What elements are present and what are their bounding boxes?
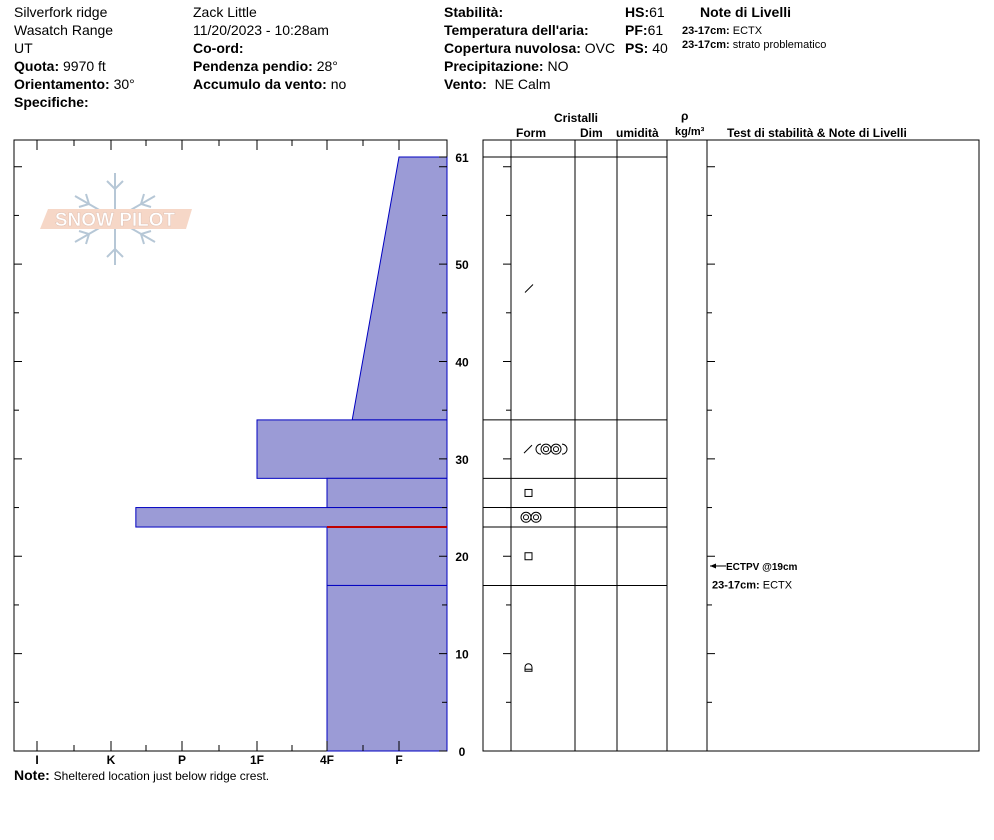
density-unit-header: kg/m³ [675,126,705,138]
datetime: 11/20/2023 - 10:28am [193,22,329,38]
size-header: Dim [580,126,603,140]
logo-text: SNOW PILOT [54,210,176,231]
elevation-label: Quota: [14,58,60,74]
height-label-20: 20 [455,550,469,565]
layer-note-2-text: strato problematico [732,39,827,51]
elevation-value: 9970 ft [63,58,106,74]
depth-hoar-icon [525,664,532,671]
hardness-layer-2 [327,478,447,507]
wind-loading-label: Accumulo da vento: [193,76,327,92]
wind-label: Vento: [444,76,487,92]
height-label-61: 61 [455,151,469,165]
hardness-layer-5 [327,585,447,751]
air-temp-label: Temperatura dell'aria: [444,22,589,38]
form-header: Form [516,126,546,140]
height-label-10: 10 [455,647,469,662]
hardness-layer-0 [352,157,447,420]
table-height-ticks [503,167,715,751]
layer-note-1-label: 23-17cm: [682,25,730,37]
hardness-label-K: K [106,753,116,767]
height-label-0: 0 [458,745,466,759]
note-label: Note: [14,767,50,783]
rho-header: ρ [681,109,689,123]
hardness-layer-3 [136,508,447,527]
ps-value: 40 [652,40,668,56]
ps-label: PS: [625,40,649,56]
rounds-inner-icon [554,447,559,452]
sky-value: OVC [584,40,616,56]
rounds-outer-icon [541,444,551,454]
paren-left-icon [536,444,541,454]
grain-form-5 [525,664,532,671]
layer-note-chart-0: 23-17cm: ECTX [712,579,793,592]
grain-form-0 [525,284,533,292]
aspect-value: 30° [113,76,135,92]
rounds-inner-icon [544,447,549,452]
precip-value: NO [547,58,569,74]
faceted-icon [525,553,532,560]
hardness-label-1F: 1F [249,753,265,767]
faceted-icon [525,489,532,496]
wind-loading-value: no [330,76,347,92]
stability-label: Stabilità: [444,4,504,20]
state-name: UT [14,40,33,56]
hs-label: HS: [625,4,650,20]
paren-right-icon [562,444,567,454]
specifics-label: Specifiche: [14,94,89,110]
hardness-label-P: P [177,753,187,767]
rounds-inner-icon [534,515,539,520]
location-name: Silverfork ridge [14,4,108,20]
rounds-outer-icon [521,512,531,522]
precip-label: Precipitazione: [444,58,544,74]
stability-test-0: ECTPV @19cm [726,561,798,573]
rounds-inner-icon [524,515,529,520]
footer-note [14,767,269,784]
grain-form-4 [525,553,532,560]
snowpilot-logo [40,173,192,265]
slope-value: 28° [316,58,338,74]
stability-tests [710,562,798,592]
hardness-label-F: F [395,753,403,767]
coords-label: Co-ord: [193,40,244,56]
hardness-label-4F: 4F [319,753,335,767]
grain-form-3 [521,512,541,522]
hardness-layer-1 [257,420,447,478]
slope-label: Pendenza pendio: [193,58,313,74]
sky-label: Copertura nuvolosa: [444,40,581,56]
grain-form-2 [525,489,532,496]
wind-value: NE Calm [494,76,551,92]
pf-value: 61 [647,22,664,38]
hardness-layer-4 [327,527,447,585]
crystals-header: Cristalli [554,111,599,125]
hs-value: 61 [649,4,665,20]
grain-form-1 [524,444,567,454]
rounds-outer-icon [531,512,541,522]
layer-notes-title: Note di Livelli [700,4,792,20]
rounds-outer-icon [551,444,561,454]
moisture-header: umidità [616,126,659,140]
height-label-40: 40 [455,355,469,370]
observer: Zack Little [193,4,257,20]
height-label-50: 50 [455,258,469,273]
aspect-label: Orientamento: [14,76,110,92]
decomposing-icon [524,445,532,453]
hardness-label-I: I [35,753,39,767]
layer-note-1-text: ECTX [732,25,763,37]
hardness-profile [136,157,447,751]
test-arrow-icon [710,563,716,568]
layer-table-frame [483,140,979,751]
range-name: Wasatch Range [14,22,114,38]
decomposing-icon [525,284,533,292]
pf-label: PF: [625,22,648,38]
grain-forms [521,284,567,671]
note-text: Sheltered location just below ridge crest. [53,769,270,783]
tests-header: Test di stabilità & Note di Livelli [727,126,907,140]
height-label-30: 30 [455,452,469,467]
layer-note-2-label: 23-17cm: [682,39,730,51]
